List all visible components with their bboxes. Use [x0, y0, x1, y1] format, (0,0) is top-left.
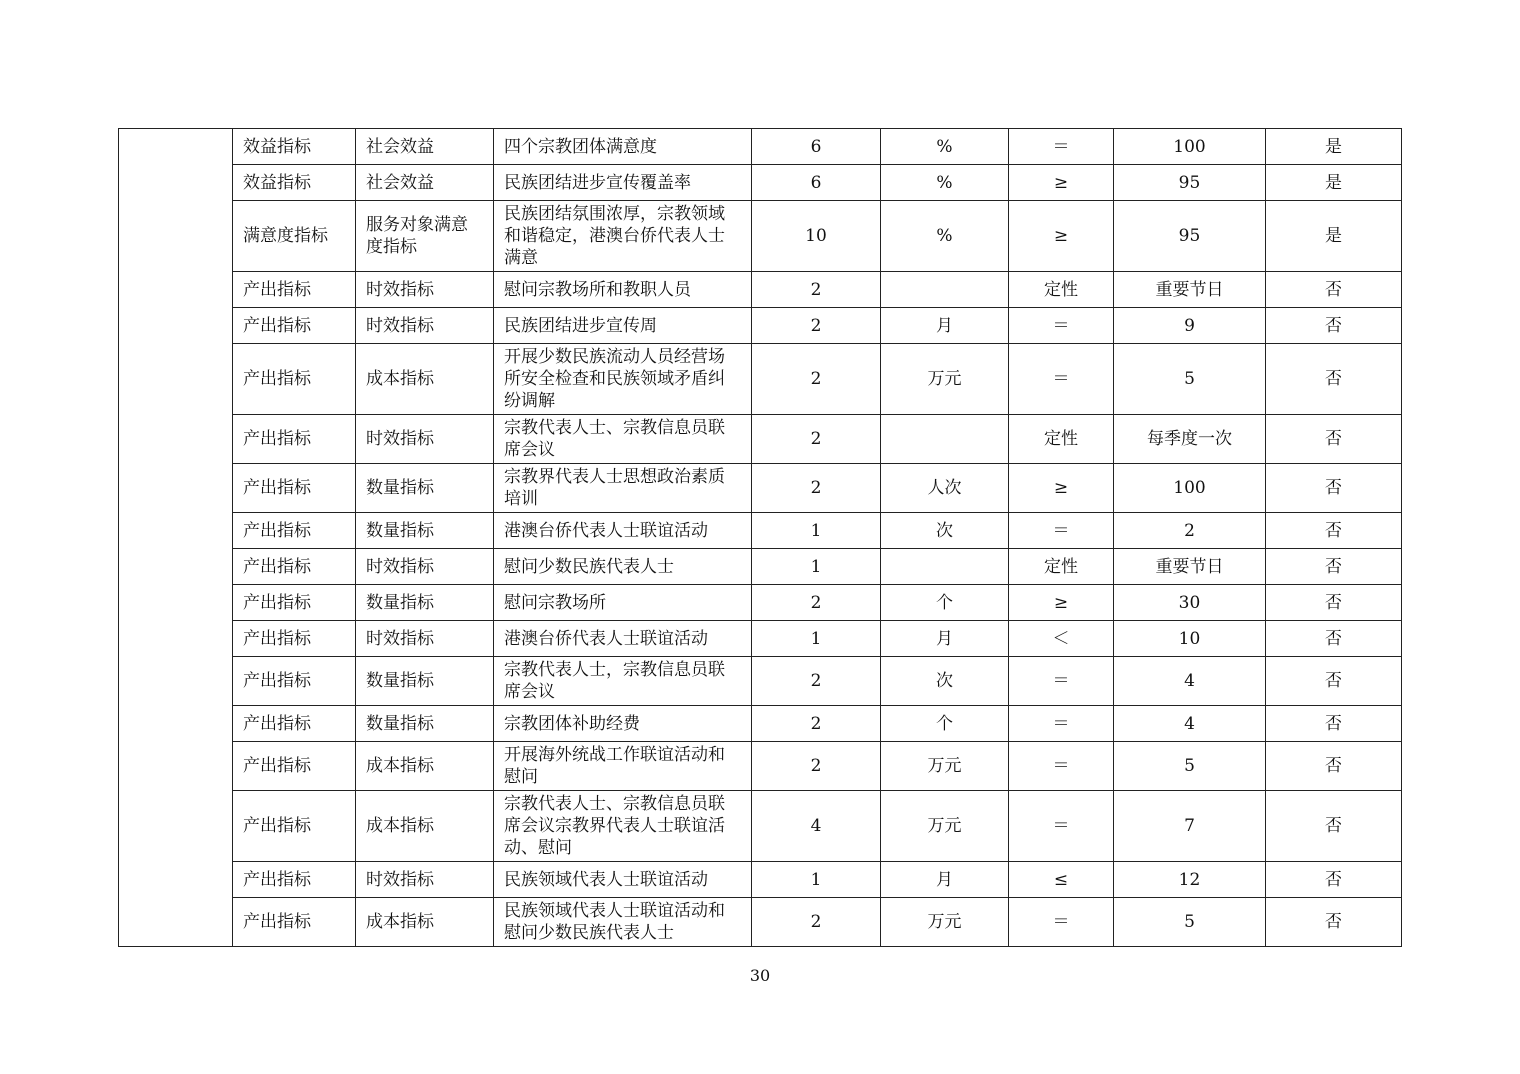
weight-cell: 1 [752, 549, 881, 585]
table-row [119, 201, 1402, 272]
unit-cell [881, 415, 1009, 464]
indicator-table-body [119, 129, 1402, 947]
core-indicator-cell: 否 [1266, 344, 1402, 415]
table-row [119, 706, 1402, 742]
target-value-cell: 每季度一次 [1114, 415, 1266, 464]
operator-cell: 定性 [1009, 549, 1114, 585]
weight-cell: 2 [752, 464, 881, 513]
weight-cell: 4 [752, 791, 881, 862]
unit-cell [881, 549, 1009, 585]
operator-cell: ＝ [1009, 513, 1114, 549]
indicator-name-cell: 四个宗教团体满意度 [494, 129, 752, 165]
unit-cell: % [881, 165, 1009, 201]
table-row [119, 308, 1402, 344]
operator-cell: ＝ [1009, 742, 1114, 791]
level1-indicator-cell: 产出指标 [233, 657, 356, 706]
level1-indicator-cell: 产出指标 [233, 706, 356, 742]
core-indicator-cell: 否 [1266, 862, 1402, 898]
indicator-name-cell: 民族团结氛围浓厚，宗教领域和谐稳定，港澳台侨代表人士满意 [494, 201, 752, 272]
table-row [119, 549, 1402, 585]
target-value-cell: 2 [1114, 513, 1266, 549]
target-value-cell: 重要节日 [1114, 549, 1266, 585]
level2-indicator-cell: 数量指标 [356, 513, 494, 549]
level1-indicator-cell: 效益指标 [233, 165, 356, 201]
weight-cell: 2 [752, 657, 881, 706]
table-row [119, 415, 1402, 464]
target-value-cell: 7 [1114, 791, 1266, 862]
level2-indicator-cell: 数量指标 [356, 706, 494, 742]
target-value-cell: 95 [1114, 165, 1266, 201]
core-indicator-cell: 否 [1266, 272, 1402, 308]
level2-indicator-cell: 时效指标 [356, 862, 494, 898]
level1-indicator-cell: 产出指标 [233, 308, 356, 344]
level1-indicator-cell: 满意度指标 [233, 201, 356, 272]
unit-cell: 人次 [881, 464, 1009, 513]
weight-cell: 2 [752, 706, 881, 742]
target-value-cell: 5 [1114, 898, 1266, 947]
level1-indicator-cell: 效益指标 [233, 129, 356, 165]
target-value-cell: 100 [1114, 129, 1266, 165]
target-value-cell: 100 [1114, 464, 1266, 513]
core-indicator-cell: 否 [1266, 415, 1402, 464]
weight-cell: 2 [752, 272, 881, 308]
indicator-table [118, 128, 1402, 947]
operator-cell: ＜ [1009, 621, 1114, 657]
weight-cell: 6 [752, 129, 881, 165]
level2-indicator-cell: 社会效益 [356, 129, 494, 165]
operator-cell: 定性 [1009, 415, 1114, 464]
indicator-name-cell: 慰问宗教场所和教职人员 [494, 272, 752, 308]
indicator-name-cell: 民族领域代表人士联谊活动 [494, 862, 752, 898]
operator-cell: ＝ [1009, 657, 1114, 706]
unit-cell: 次 [881, 657, 1009, 706]
target-value-cell: 10 [1114, 621, 1266, 657]
table-row [119, 272, 1402, 308]
operator-cell: ≥ [1009, 165, 1114, 201]
operator-cell: ＝ [1009, 344, 1114, 415]
target-value-cell: 95 [1114, 201, 1266, 272]
operator-cell: ≥ [1009, 201, 1114, 272]
target-value-cell: 30 [1114, 585, 1266, 621]
indicator-name-cell: 宗教代表人士、宗教信息员联席会议 [494, 415, 752, 464]
level1-indicator-cell: 产出指标 [233, 272, 356, 308]
unit-cell: 个 [881, 585, 1009, 621]
core-indicator-cell: 否 [1266, 791, 1402, 862]
level1-indicator-cell: 产出指标 [233, 415, 356, 464]
core-indicator-cell: 是 [1266, 201, 1402, 272]
unit-cell [881, 272, 1009, 308]
level2-indicator-cell: 时效指标 [356, 308, 494, 344]
core-indicator-cell: 否 [1266, 621, 1402, 657]
indicator-name-cell: 港澳台侨代表人士联谊活动 [494, 513, 752, 549]
target-value-cell: 12 [1114, 862, 1266, 898]
core-indicator-cell: 否 [1266, 464, 1402, 513]
level1-indicator-cell: 产出指标 [233, 549, 356, 585]
operator-cell: 定性 [1009, 272, 1114, 308]
indicator-name-cell: 民族团结进步宣传周 [494, 308, 752, 344]
operator-cell: ＝ [1009, 129, 1114, 165]
operator-cell: ≥ [1009, 464, 1114, 513]
indicator-name-cell: 开展海外统战工作联谊活动和慰问 [494, 742, 752, 791]
level2-indicator-cell: 数量指标 [356, 657, 494, 706]
level1-indicator-cell: 产出指标 [233, 791, 356, 862]
unit-cell: 次 [881, 513, 1009, 549]
table-row [119, 657, 1402, 706]
indicator-name-cell: 民族团结进步宣传覆盖率 [494, 165, 752, 201]
operator-cell: ≤ [1009, 862, 1114, 898]
operator-cell: ≥ [1009, 585, 1114, 621]
indicator-name-cell: 宗教团体补助经费 [494, 706, 752, 742]
level1-indicator-cell: 产出指标 [233, 621, 356, 657]
indicator-name-cell: 慰问少数民族代表人士 [494, 549, 752, 585]
weight-cell: 2 [752, 898, 881, 947]
core-indicator-cell: 否 [1266, 706, 1402, 742]
weight-cell: 2 [752, 308, 881, 344]
level1-indicator-cell: 产出指标 [233, 344, 356, 415]
weight-cell: 2 [752, 585, 881, 621]
indicator-name-cell: 宗教界代表人士思想政治素质培训 [494, 464, 752, 513]
level2-indicator-cell: 数量指标 [356, 464, 494, 513]
operator-cell: ＝ [1009, 898, 1114, 947]
core-indicator-cell: 否 [1266, 742, 1402, 791]
indicator-name-cell: 开展少数民族流动人员经营场所安全检查和民族领域矛盾纠纷调解 [494, 344, 752, 415]
unit-cell: % [881, 129, 1009, 165]
table-row [119, 165, 1402, 201]
weight-cell: 1 [752, 513, 881, 549]
weight-cell: 10 [752, 201, 881, 272]
target-value-cell: 9 [1114, 308, 1266, 344]
table-row [119, 513, 1402, 549]
level1-indicator-cell: 产出指标 [233, 862, 356, 898]
core-indicator-cell: 否 [1266, 513, 1402, 549]
target-value-cell: 5 [1114, 344, 1266, 415]
operator-cell: ＝ [1009, 308, 1114, 344]
table-row [119, 742, 1402, 791]
unit-cell: % [881, 201, 1009, 272]
indicator-name-cell: 港澳台侨代表人士联谊活动 [494, 621, 752, 657]
unit-cell: 月 [881, 621, 1009, 657]
table-row [119, 464, 1402, 513]
project-name-cell [119, 129, 233, 947]
level2-indicator-cell: 时效指标 [356, 621, 494, 657]
core-indicator-cell: 否 [1266, 308, 1402, 344]
level2-indicator-cell: 数量指标 [356, 585, 494, 621]
level2-indicator-cell: 成本指标 [356, 344, 494, 415]
core-indicator-cell: 否 [1266, 898, 1402, 947]
level1-indicator-cell: 产出指标 [233, 898, 356, 947]
core-indicator-cell: 否 [1266, 657, 1402, 706]
operator-cell: ＝ [1009, 706, 1114, 742]
level2-indicator-cell: 成本指标 [356, 791, 494, 862]
target-value-cell: 5 [1114, 742, 1266, 791]
table-row [119, 129, 1402, 165]
level2-indicator-cell: 成本指标 [356, 898, 494, 947]
core-indicator-cell: 否 [1266, 585, 1402, 621]
table-row [119, 898, 1402, 947]
unit-cell: 万元 [881, 742, 1009, 791]
table-row [119, 621, 1402, 657]
target-value-cell: 4 [1114, 657, 1266, 706]
core-indicator-cell: 是 [1266, 165, 1402, 201]
weight-cell: 2 [752, 344, 881, 415]
unit-cell: 万元 [881, 791, 1009, 862]
level2-indicator-cell: 服务对象满意度指标 [356, 201, 494, 272]
indicator-name-cell: 宗教代表人士、宗教信息员联席会议宗教界代表人士联谊活动、慰问 [494, 791, 752, 862]
unit-cell: 万元 [881, 344, 1009, 415]
core-indicator-cell: 否 [1266, 549, 1402, 585]
weight-cell: 2 [752, 742, 881, 791]
weight-cell: 2 [752, 415, 881, 464]
indicator-name-cell: 民族领域代表人士联谊活动和慰问少数民族代表人士 [494, 898, 752, 947]
weight-cell: 1 [752, 862, 881, 898]
level2-indicator-cell: 时效指标 [356, 415, 494, 464]
level1-indicator-cell: 产出指标 [233, 585, 356, 621]
unit-cell: 月 [881, 308, 1009, 344]
indicator-name-cell: 慰问宗教场所 [494, 585, 752, 621]
indicator-name-cell: 宗教代表人士，宗教信息员联席会议 [494, 657, 752, 706]
weight-cell: 6 [752, 165, 881, 201]
weight-cell: 1 [752, 621, 881, 657]
table-row [119, 344, 1402, 415]
level2-indicator-cell: 成本指标 [356, 742, 494, 791]
target-value-cell: 4 [1114, 706, 1266, 742]
table-row [119, 862, 1402, 898]
level2-indicator-cell: 社会效益 [356, 165, 494, 201]
core-indicator-cell: 是 [1266, 129, 1402, 165]
level1-indicator-cell: 产出指标 [233, 513, 356, 549]
level2-indicator-cell: 时效指标 [356, 549, 494, 585]
unit-cell: 个 [881, 706, 1009, 742]
level1-indicator-cell: 产出指标 [233, 742, 356, 791]
level2-indicator-cell: 时效指标 [356, 272, 494, 308]
unit-cell: 万元 [881, 898, 1009, 947]
table-row [119, 791, 1402, 862]
unit-cell: 月 [881, 862, 1009, 898]
operator-cell: ＝ [1009, 791, 1114, 862]
page-number: 30 [749, 966, 771, 985]
table-row [119, 585, 1402, 621]
target-value-cell: 重要节日 [1114, 272, 1266, 308]
level1-indicator-cell: 产出指标 [233, 464, 356, 513]
